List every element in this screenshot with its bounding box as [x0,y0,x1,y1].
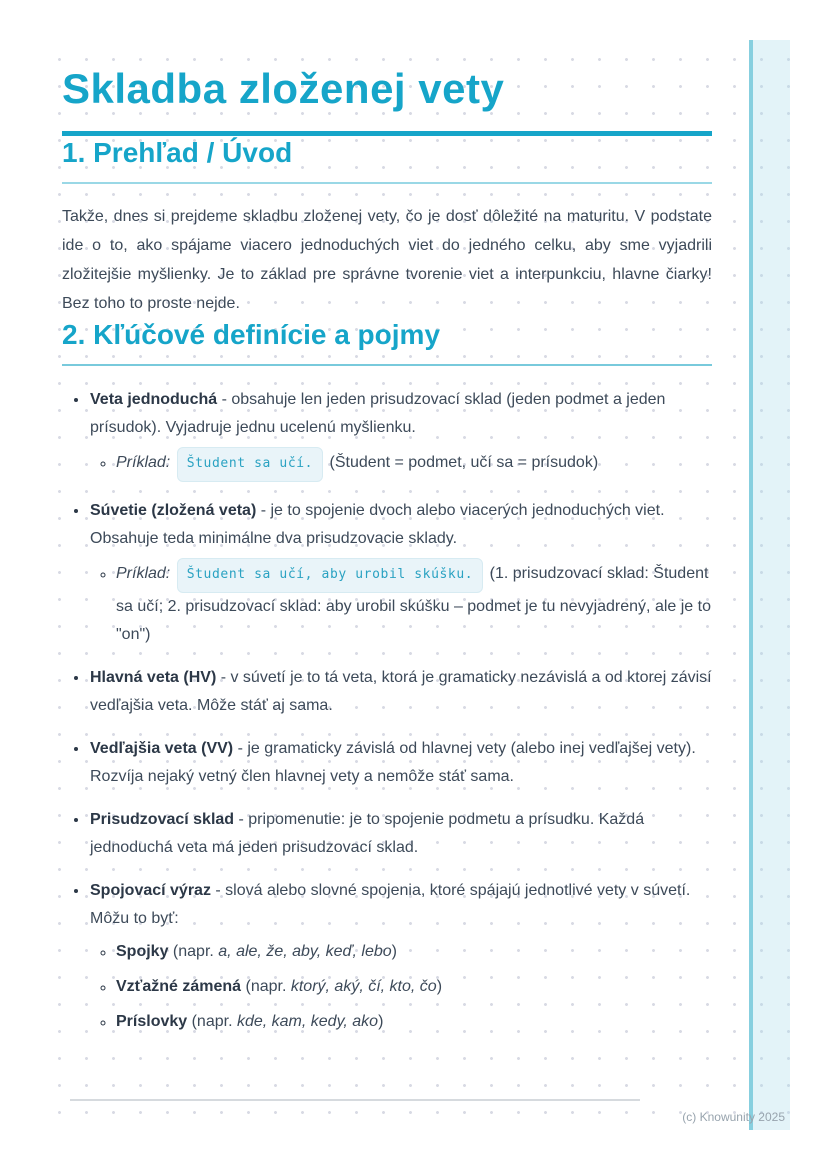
sub-pre-text: (napr. [241,978,291,995]
right-margin-band [749,40,790,1130]
copyright-text: (c) Knowunity 2025 [682,1110,785,1124]
sub-post-text: ) [391,943,397,960]
term-description: - v súvetí je to tá veta, ktorá je gramaticky nezávislá a od ktorej závisí vedľajšia veta. Môže stáť aj sama. [90,669,712,714]
dotted-note-sheet [40,40,790,1130]
example-item [115,447,712,482]
code-chip: Študent sa učí, aby urobil skúšku. [177,558,484,593]
sub-term-label: Príslovky [116,1013,188,1030]
term-label: Vedľajšia veta (VV) [90,740,234,757]
term-description: - pripomenutie: je to spojenie podmetu a prísudku. Každá jednoduchá veta má jeden prisudzovací sklad. [90,811,645,856]
bullet-hlavna-veta [89,664,712,720]
example-explanation: (Študent = podmet, učí sa = prísudok) [325,454,599,471]
sub-examples-italic: ktorý, aký, čí, kto, čo [290,978,437,995]
sub-item-prislovky [115,1008,712,1036]
page-footer [70,1099,785,1124]
bullet-spojovaci-vyraz [89,877,712,1036]
sub-item-spojky [115,938,712,966]
section-2-heading: 2. Kľúčové definície a pojmy [62,319,441,350]
section-2-rule [62,364,712,366]
page-title: Skladba zloženej vety [62,65,505,112]
sub-term-label: Vzťažné zámená [116,978,242,995]
code-chip: Študent sa učí. [177,447,323,482]
term-label: Súvetie (zložená veta) [90,502,257,519]
sub-examples-italic: kde, kam, kedy, ako [236,1013,379,1030]
connector-sublist [90,938,712,1036]
example-explanation: (1. prisudzovací sklad: Študent sa učí; 2. prisudzovací sklad: aby urobil skúšku – podmet je tu nevyjadrený, ale je to "on") [116,565,711,643]
sub-pre-text: (napr. [168,943,219,960]
bullet-vedlajsia-veta [89,735,712,791]
intro-paragraph: Takže, dnes si prejdeme skladbu zloženej vety, čo je dosť dôležité na maturitu. V podstate ide o to, ako spájame viacero jednoduchých viet do jedného celku, aby sme vyjadrili zložitejšie myšlienky. Je to základ pre správne tvorenie viet a interpunkciu, hlavne čiarky! Bez toho to proste nejde. [62,208,712,312]
bullet-prisudzovaci-sklad [89,806,712,862]
example-sublist [90,558,712,649]
example-sublist [90,447,712,482]
sub-item-vztazne-zamena [115,973,712,1001]
term-label: Hlavná veta (HV) [90,669,217,686]
sub-pre-text: (napr. [187,1013,237,1030]
definitions-list [62,386,712,1036]
term-label: Veta jednoduchá [90,391,218,408]
term-label: Prisudzovací sklad [90,811,235,828]
example-item [115,558,712,649]
document-content [40,40,712,1036]
bullet-suvetie [89,497,712,649]
term-description: - je to spojenie dvoch alebo viacerých jednoduchých viet. Obsahuje teda minimálne dva prisudzovacie sklady. [90,502,665,547]
bullet-veta-jednoducha [89,386,712,482]
term-description: - obsahuje len jeden prisudzovací sklad (jeden podmet a jeden prísudok). Vyjadruje jednu ucelenú myšlienku. [90,391,666,436]
section-1-heading: 1. Prehľad / Úvod [62,137,293,168]
sub-term-label: Spojky [116,943,169,960]
sub-examples-italic: a, ale, že, aby, keď, lebo [218,943,392,960]
footer-divider [70,1099,640,1101]
example-label: Príklad: [116,565,171,582]
example-label: Príklad: [116,454,171,471]
term-description: - slová alebo slovné spojenia, ktoré spájajú jednotlivé vety v súvetí. Môžu to byť: [90,882,691,927]
sub-post-text: ) [378,1013,384,1030]
section-1-rule [62,182,712,184]
sub-post-text: ) [436,978,443,995]
term-label: Spojovací výraz [90,882,211,899]
term-description: - je gramaticky závislá od hlavnej vety (alebo inej vedľajšej vety). Rozvíja nejaký vetný člen hlavnej vety a nemôže stáť sama. [90,740,696,785]
